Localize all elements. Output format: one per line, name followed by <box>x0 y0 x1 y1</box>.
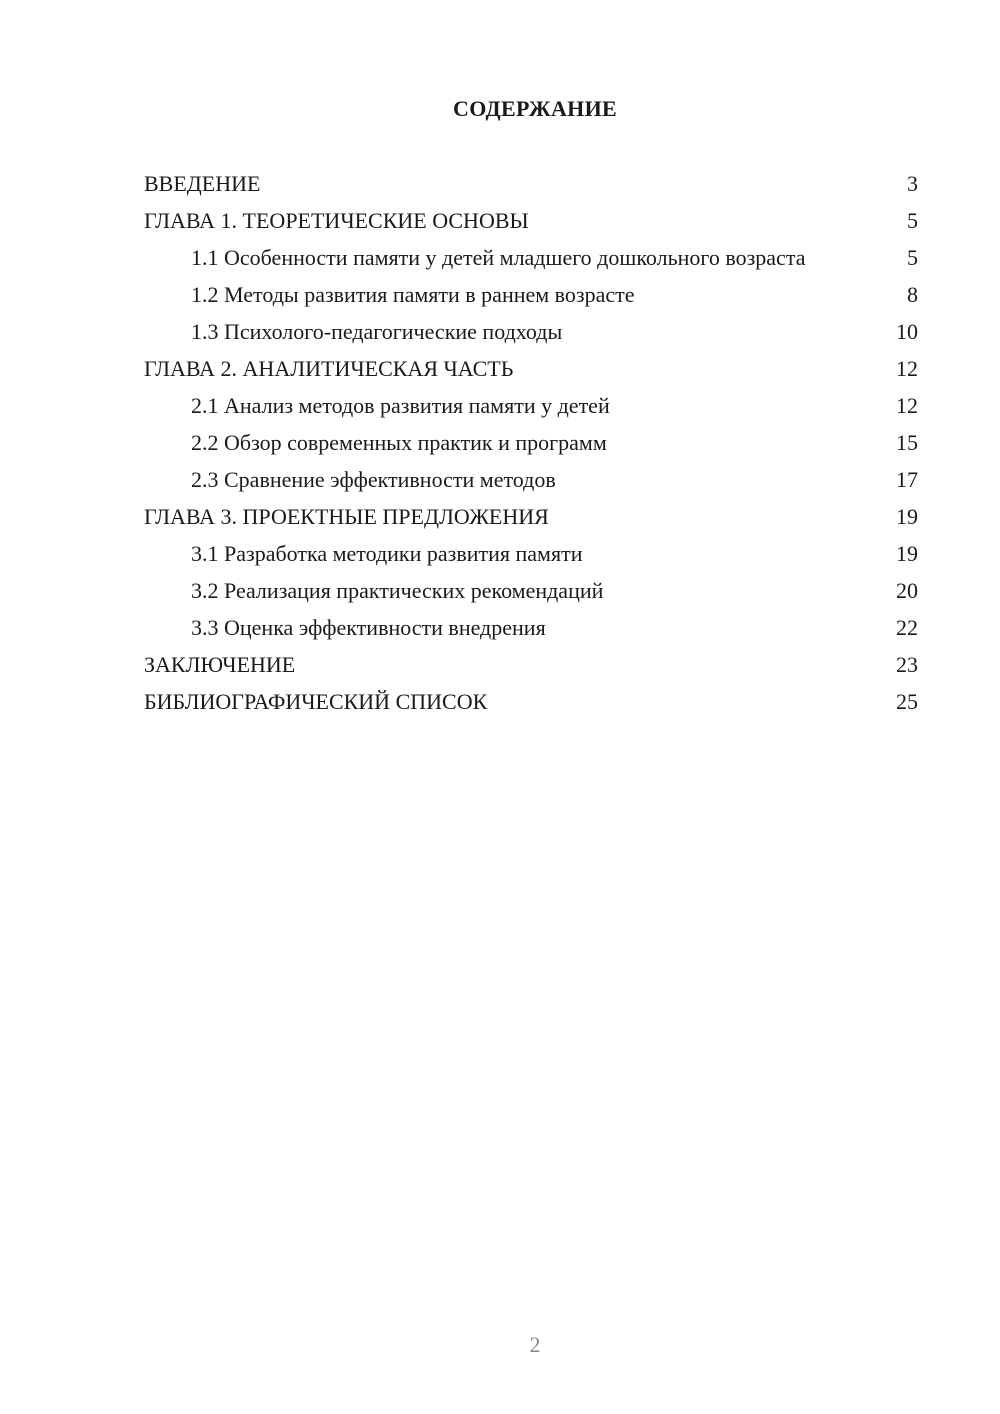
toc-entry-page: 10 <box>896 319 918 344</box>
toc-entry-page: 5 <box>907 208 918 233</box>
toc-entry-label: 2.1 Анализ методов развития памяти у детей <box>191 393 610 418</box>
toc-entry-page: 3 <box>907 171 918 196</box>
toc-entry-label: 2.3 Сравнение эффективности методов <box>191 467 556 492</box>
toc-entry-label: ВВЕДЕНИЕ <box>144 171 261 196</box>
toc-entry-label: ГЛАВА 2. АНАЛИТИЧЕСКАЯ ЧАСТЬ <box>144 356 514 381</box>
toc-entry-section-1-3[interactable] <box>144 318 918 345</box>
toc-entry-page: 19 <box>896 541 918 566</box>
toc-entry-label: ГЛАВА 3. ПРОЕКТНЫЕ ПРЕДЛОЖЕНИЯ <box>144 504 549 529</box>
toc-entry-label: 3.3 Оценка эффективности внедрения <box>191 615 546 640</box>
toc-entry-section-2-1[interactable] <box>144 392 918 419</box>
toc-entry-label: 1.2 Методы развития памяти в раннем возрасте <box>191 282 635 307</box>
toc-title: СОДЕРЖАНИЕ <box>453 96 617 121</box>
toc-entry-section-1-2[interactable] <box>144 281 918 308</box>
toc-entry-label: 3.2 Реализация практических рекомендаций <box>191 578 604 603</box>
toc-entry-section-3-3[interactable] <box>144 614 918 641</box>
toc-entry-page: 12 <box>896 393 918 418</box>
toc-entry-bibliography[interactable] <box>144 688 918 715</box>
toc-entry-section-1-1[interactable] <box>144 244 918 271</box>
toc-entry-page: 17 <box>896 467 918 492</box>
table-of-contents <box>144 170 918 725</box>
toc-entry-section-2-2[interactable] <box>144 429 918 456</box>
toc-entry-label: ЗАКЛЮЧЕНИЕ <box>144 652 296 677</box>
toc-entry-label: 1.3 Психолого-педагогические подходы <box>191 319 563 344</box>
toc-entry-section-3-1[interactable] <box>144 540 918 567</box>
toc-entry-label: 3.1 Разработка методики развития памяти <box>191 541 583 566</box>
toc-entry-section-2-3[interactable] <box>144 466 918 493</box>
toc-entry-page: 8 <box>907 282 918 307</box>
toc-entry-page: 5 <box>907 245 918 270</box>
toc-entry-chapter-2[interactable] <box>144 355 918 382</box>
toc-entry-conclusion[interactable] <box>144 651 918 678</box>
toc-entry-page: 20 <box>896 578 918 603</box>
page-number: 2 <box>529 1332 541 1357</box>
toc-entry-page: 19 <box>896 504 918 529</box>
toc-entry-page: 12 <box>896 356 918 381</box>
toc-entry-chapter-1[interactable] <box>144 207 918 234</box>
toc-entry-label: 2.2 Обзор современных практик и программ <box>191 430 607 455</box>
toc-entry-introduction[interactable] <box>144 170 918 197</box>
toc-entry-label: ГЛАВА 1. ТЕОРЕТИЧЕСКИЕ ОСНОВЫ <box>144 208 529 233</box>
toc-entry-page: 22 <box>896 615 918 640</box>
toc-entry-page: 15 <box>896 430 918 455</box>
toc-entry-page: 25 <box>896 689 918 714</box>
toc-entry-label: БИБЛИОГРАФИЧЕСКИЙ СПИСОК <box>144 689 488 714</box>
toc-entry-page: 23 <box>896 652 918 677</box>
toc-entry-section-3-2[interactable] <box>144 577 918 604</box>
toc-entry-chapter-3[interactable] <box>144 503 918 530</box>
toc-entry-label: 1.1 Особенности памяти у детей младшего дошкольного возраста <box>191 245 806 270</box>
